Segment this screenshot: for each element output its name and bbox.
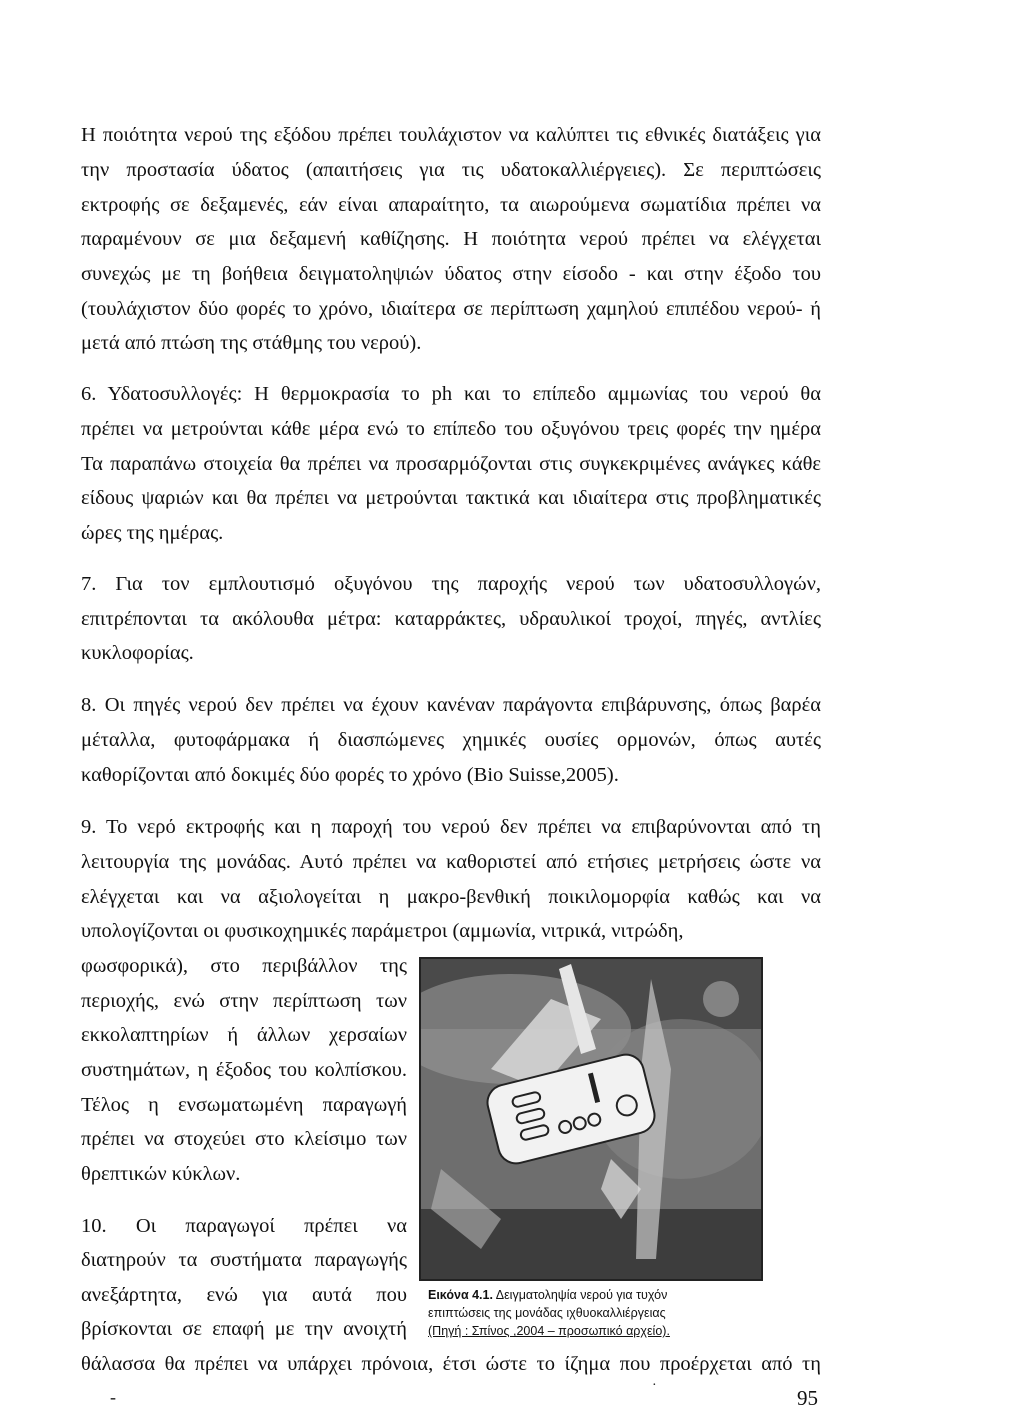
figure-label: Εικόνα 4.1. [428, 1288, 493, 1302]
text-line: υπολογίζονται οι φυσικοχημικές παράμετροι (αμμωνία, νιτρικά, νιτρώδη, [81, 920, 684, 942]
text-line: Τα παραπάνω στοιχεία θα πρέπει να προσαρμόζονται στις συγκεκριμένες ανάγκες κάθε [81, 453, 821, 475]
caption-line-2: επιπτώσεις της μονάδας ιχθυοκαλλιέργειας [428, 1306, 666, 1321]
text-line: 6. Υδατοσυλλογές: Η θερμοκρασία το ph και το επίπεδο αμμωνίας του νερού θα [81, 383, 821, 405]
text-line: πρέπει να μετρούνται κάθε μέρα ενώ το επίπεδο του οξυγόνου τρεις φορές την ημέρα [81, 418, 821, 440]
text-line: φωσφορικά), στο περιβάλλον της [81, 955, 407, 977]
text-line: καθορίζονται από δοκιμές δύο φορές το χρόνο (Bio Suisse,2005). [81, 764, 619, 786]
text-line: (τουλάχιστον δύο φορές το χρόνο, ιδιαίτερα σε περίπτωση χαμηλού επιπέδου νερού- ή [81, 298, 821, 320]
text-line: συστημάτων, η έξοδος του κολπίσκου. [81, 1059, 407, 1081]
text-line: θρεπτικών κύκλων. [81, 1163, 241, 1185]
text-line: είδους ψαριών και θα πρέπει να μετρούνται τακτικά και ιδιαίτερα στις προβληματικές [81, 487, 821, 509]
text-line: 7. Για τον εμπλουτισμό οξυγόνου της παροχής νερού των υδατοσυλλογών, [81, 573, 821, 595]
footer-dot: · [652, 1378, 657, 1393]
text-line: Η ποιότητα νερού της εξόδου πρέπει τουλάχιστον να καλύπτει τις εθνικές διατάξεις για [81, 124, 821, 146]
text-line: την προστασία ύδατος (απαιτήσεις για τις υδατοκαλλιέργειες). Σε περιπτώσεις [81, 159, 821, 181]
text-line: θάλασσα θα πρέπει να υπάρχει πρόνοια, έτσι ώστε το ίζημα που προέρχεται από τη [81, 1353, 821, 1375]
text-line: συνεχώς με τη βοήθεια δειγματοληψιών ύδατος στην είσοδο - και στην έξοδο του [81, 263, 821, 285]
caption-text: Δειγματοληψία νερού για τυχόν [492, 1288, 668, 1302]
text-line: Τέλος η ενσωματωμένη παραγωγή [81, 1094, 407, 1116]
photo-illustration [421, 959, 761, 1279]
text-line: περιοχής, ενώ στην περίπτωση των [81, 990, 407, 1012]
text-line: μετά από πτώση της στάθμης του νερού). [81, 332, 422, 354]
footer-dash: - [110, 1387, 116, 1407]
text-line: βρίσκονται σε επαφή με την ανοιχτή [81, 1318, 407, 1340]
text-line: ανεξάρτητα, ενώ για αυτά που [81, 1284, 407, 1306]
text-line: ελέγχεται και να αξιολογείται η μακρο-βενθική ποικιλομορφία καθώς και να [81, 886, 821, 908]
text-line: μέταλλα, φυτοφάρμακα ή διασπώμενες χημικές ουσίες ορμονών, όπως αυτές [81, 729, 821, 751]
caption-source: (Πηγή : Σπίνος ,2004 – προσωπικό αρχείο). [428, 1324, 670, 1339]
water-sampling-photo [419, 957, 763, 1281]
text-line: λειτουργία της μονάδας. Αυτό πρέπει να καθοριστεί από ετήσιες μετρήσεις ώστε να [81, 851, 821, 873]
text-line: εκκολαπτηρίων ή άλλων χερσαίων [81, 1024, 407, 1046]
text-line: διατηρούν τα συστήματα παραγωγής [81, 1249, 407, 1271]
caption-line-1 [428, 1286, 768, 1304]
text-line: 10. Οι παραγωγοί πρέπει να [81, 1215, 407, 1237]
figure-caption [428, 1286, 768, 1340]
text-line: πρέπει να στοχεύει στο κλείσιμο των [81, 1128, 407, 1150]
text-line: 8. Οι πηγές νερού δεν πρέπει να έχουν κανέναν παράγοντα επιβάρυνσης, όπως βαρέα [81, 694, 821, 716]
text-line: 9. Το νερό εκτροφής και η παροχή του νερού δεν πρέπει να επιβαρύνονται από τη [81, 816, 821, 838]
text-line: εκτροφής σε δεξαμενές, εάν είναι απαραίτητο, τα αιωρούμενα σωματίδια πρέπει να [81, 194, 821, 216]
text-line: παραμένουν σε μια δεξαμενή καθίζησης. Η ποιότητα νερού πρέπει να ελέγχεται [81, 228, 821, 250]
page-number: 95 [797, 1386, 818, 1410]
text-line: ώρες της ημέρας. [81, 522, 224, 544]
text-line: επιτρέπονται τα ακόλουθα μέτρα: καταρράκτες, υδραυλικοί τροχοί, πηγές, αντλίες [81, 608, 821, 630]
text-line: κυκλοφορίας. [81, 642, 194, 664]
